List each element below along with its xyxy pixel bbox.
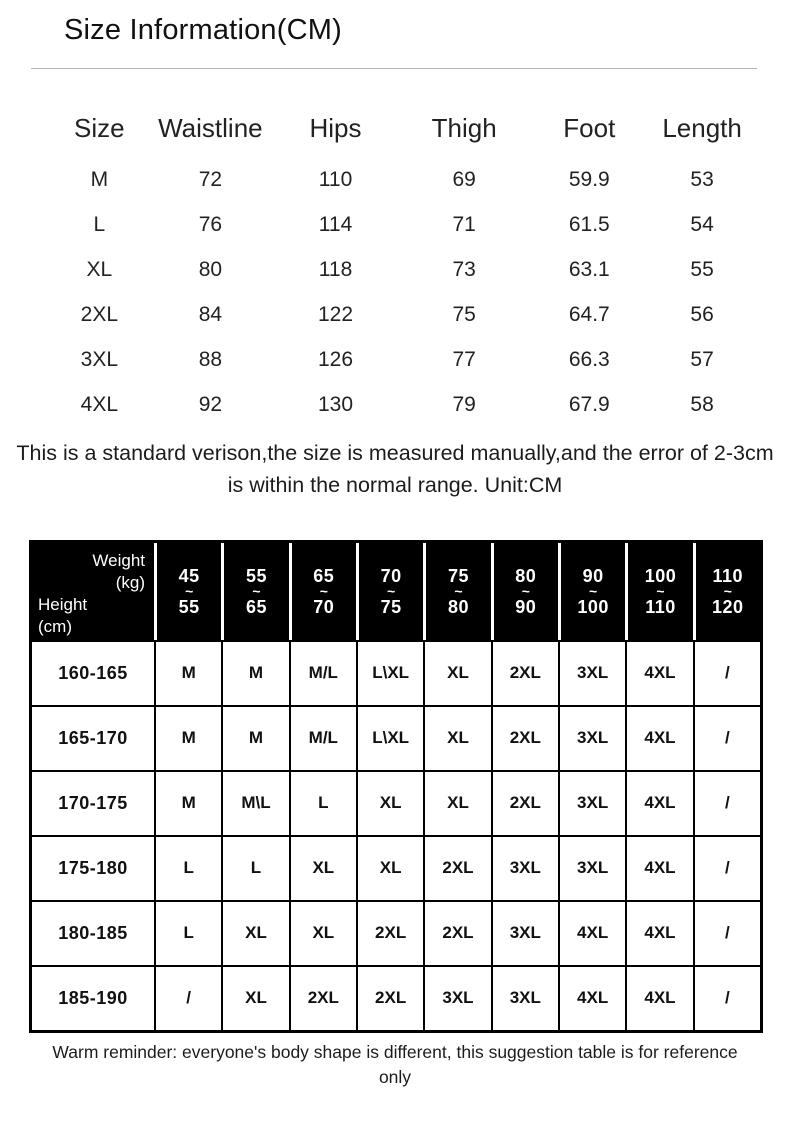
height-range-cell: 165-170 <box>32 705 154 770</box>
tilde-separator: ~ <box>589 582 598 599</box>
height-range-cell: 175-180 <box>32 835 154 900</box>
size-table-row <box>50 247 755 292</box>
measurement-value-cell: 58 <box>690 392 714 416</box>
recommended-size-cell: 3XL <box>491 835 558 900</box>
weight-axis-unit: (kg) <box>115 572 145 592</box>
measurement-value-cell: 67.9 <box>568 392 610 416</box>
recommended-size-cell: XL <box>221 965 288 1030</box>
measurement-value-cell: 71 <box>452 212 476 236</box>
measurement-value-cell: 55 <box>690 257 714 281</box>
weight-range-min: 80 <box>515 565 537 586</box>
recommendation-row <box>32 965 760 1030</box>
recommended-size-cell: 2XL <box>491 770 558 835</box>
measurement-value-cell: 76 <box>198 212 223 236</box>
size-table-column-header: Thigh <box>431 112 497 143</box>
weight-range-min: 75 <box>447 565 469 586</box>
measurement-value-cell: 72 <box>198 167 223 191</box>
recommendation-row <box>32 705 760 770</box>
recommended-size-cell: L <box>289 770 356 835</box>
recommendation-table-body <box>32 640 760 1030</box>
recommended-size-cell: M <box>154 770 221 835</box>
recommended-size-cell: 2XL <box>356 965 423 1030</box>
recommended-size-cell: 4XL <box>625 705 692 770</box>
measurement-value-cell: 63.1 <box>568 257 610 281</box>
size-table-row <box>50 382 755 427</box>
recommended-size-cell: M <box>221 640 288 705</box>
recommended-size-cell: M/L <box>289 705 356 770</box>
weight-range-header-cell <box>289 543 356 640</box>
weight-range-max: 80 <box>447 596 469 617</box>
size-label-cell: M <box>90 167 109 191</box>
size-table-row <box>50 292 755 337</box>
recommended-size-cell: 3XL <box>558 835 625 900</box>
recommended-size-cell: M <box>154 705 221 770</box>
recommendation-row <box>32 770 760 835</box>
size-table-header-row <box>50 99 755 157</box>
measurement-value-cell: 118 <box>318 257 353 281</box>
recommended-size-cell: 2XL <box>491 705 558 770</box>
recommended-size-cell: XL <box>356 835 423 900</box>
recommended-size-cell: 3XL <box>558 770 625 835</box>
recommended-size-cell: 2XL <box>491 640 558 705</box>
measurement-value-cell: 73 <box>452 257 476 281</box>
weight-range-header-cell <box>625 543 692 640</box>
recommended-size-cell: L\XL <box>356 640 423 705</box>
size-label-cell: L <box>93 212 106 236</box>
recommended-size-cell: 3XL <box>491 965 558 1030</box>
size-label-cell: 4XL <box>80 392 119 416</box>
height-range-cell: 170-175 <box>32 770 154 835</box>
weight-range-max: 55 <box>178 596 200 617</box>
measurement-value-cell: 53 <box>690 167 714 191</box>
size-table-body <box>50 157 755 427</box>
size-table-row <box>50 157 755 202</box>
recommended-size-cell: 2XL <box>289 965 356 1030</box>
weight-range-min: 100 <box>644 565 677 586</box>
recommended-size-cell: XL <box>356 770 423 835</box>
page-title: Size Information(CM) <box>64 14 342 46</box>
weight-range-min: 70 <box>380 565 402 586</box>
recommended-size-cell: 4XL <box>558 965 625 1030</box>
recommended-size-cell: M/L <box>289 640 356 705</box>
size-label-cell: XL <box>86 257 113 281</box>
measurement-value-cell: 84 <box>198 302 223 326</box>
recommended-size-cell: XL <box>423 640 490 705</box>
size-table-column-header: Foot <box>563 112 616 143</box>
height-range-cell: 185-190 <box>32 965 154 1030</box>
tilde-separator: ~ <box>252 582 261 599</box>
tilde-separator: ~ <box>319 582 328 599</box>
weight-range-max: 120 <box>712 596 744 617</box>
measurement-value-cell: 56 <box>690 302 714 326</box>
size-table-column-header: Waistline <box>158 112 263 143</box>
measurement-value-cell: 130 <box>317 392 354 416</box>
corner-header-cell <box>32 543 154 640</box>
recommended-size-cell: 4XL <box>625 770 692 835</box>
weight-range-max: 100 <box>577 596 609 617</box>
tilde-separator: ~ <box>454 582 463 599</box>
recommended-size-cell: 3XL <box>558 640 625 705</box>
measurement-value-cell: 77 <box>452 347 476 371</box>
recommended-size-cell: XL <box>423 705 490 770</box>
measurement-value-cell: 75 <box>452 302 476 326</box>
tilde-separator: ~ <box>723 582 732 599</box>
recommended-size-cell: 4XL <box>625 965 692 1030</box>
measurement-value-cell: 59.9 <box>568 167 610 191</box>
size-table-column-header: Hips <box>309 112 362 143</box>
weight-range-min: 90 <box>582 565 604 586</box>
recommendation-header-row <box>32 543 760 640</box>
recommended-size-cell: 3XL <box>491 900 558 965</box>
height-weight-recommendation-table <box>29 540 763 1033</box>
weight-range-max: 70 <box>313 596 335 617</box>
recommended-size-cell: / <box>693 640 760 705</box>
recommended-size-cell: / <box>154 965 221 1030</box>
weight-range-header-cell <box>423 543 490 640</box>
size-table-row <box>50 202 755 247</box>
measurement-value-cell: 61.5 <box>568 212 610 236</box>
height-axis-unit: (cm) <box>38 616 72 636</box>
tilde-separator: ~ <box>656 582 665 599</box>
recommended-size-cell: M\L <box>221 770 288 835</box>
recommended-size-cell: 4XL <box>625 835 692 900</box>
size-label-cell: 3XL <box>80 347 119 371</box>
recommended-size-cell: 3XL <box>558 705 625 770</box>
size-table-column-header: Size <box>74 112 125 143</box>
recommended-size-cell: L <box>154 835 221 900</box>
measurement-value-cell: 110 <box>318 167 353 191</box>
recommendation-row <box>32 640 760 705</box>
size-table-row <box>50 337 755 382</box>
recommended-size-cell: 3XL <box>423 965 490 1030</box>
recommended-size-cell: 4XL <box>558 900 625 965</box>
measurement-value-cell: 79 <box>452 392 476 416</box>
recommended-size-cell: XL <box>289 900 356 965</box>
measurement-value-cell: 80 <box>198 257 223 281</box>
weight-range-min: 55 <box>245 565 267 586</box>
weight-axis-label: Weight <box>92 550 145 570</box>
recommended-size-cell: / <box>693 900 760 965</box>
weight-range-header-cell <box>693 543 760 640</box>
weight-range-max: 90 <box>515 596 537 617</box>
measurement-value-cell: 64.7 <box>568 302 610 326</box>
size-table-column-header: Length <box>662 112 742 143</box>
height-range-cell: 160-165 <box>32 640 154 705</box>
recommended-size-cell: 4XL <box>625 900 692 965</box>
measurement-value-cell: 92 <box>198 392 223 416</box>
warm-reminder: Warm reminder: everyone's body shape is different, this suggestion table is for reference only <box>52 1041 738 1087</box>
recommended-size-cell: / <box>693 835 760 900</box>
weight-range-min: 45 <box>178 565 200 586</box>
measurement-value-cell: 66.3 <box>568 347 610 371</box>
recommendation-row <box>32 835 760 900</box>
weight-range-header-cell <box>558 543 625 640</box>
weight-range-header-cell <box>491 543 558 640</box>
size-information-page <box>0 14 790 1090</box>
tilde-separator: ~ <box>387 582 396 599</box>
weight-range-max: 65 <box>245 596 267 617</box>
recommended-size-cell: L\XL <box>356 705 423 770</box>
recommended-size-cell: XL <box>423 770 490 835</box>
height-range-cell: 180-185 <box>32 900 154 965</box>
size-measurement-table <box>50 99 755 427</box>
measurement-value-cell: 122 <box>317 302 354 326</box>
recommended-size-cell: XL <box>289 835 356 900</box>
height-axis-label: Height <box>38 594 88 614</box>
measurement-note: This is a standard verison,the size is measured manually,and the error of 2-3cm is within the normal range. Unit:CM <box>16 441 774 498</box>
recommended-size-cell: M <box>154 640 221 705</box>
recommended-size-cell: / <box>693 965 760 1030</box>
measurement-value-cell: 88 <box>198 347 223 371</box>
recommended-size-cell: 2XL <box>423 900 490 965</box>
recommended-size-cell: 2XL <box>356 900 423 965</box>
weight-range-min: 65 <box>313 565 335 586</box>
weight-range-min: 110 <box>712 565 744 586</box>
title-divider <box>31 68 757 69</box>
recommended-size-cell: 2XL <box>423 835 490 900</box>
measurement-value-cell: 114 <box>318 212 353 236</box>
recommended-size-cell: / <box>693 770 760 835</box>
weight-range-max: 110 <box>645 596 676 617</box>
weight-range-header-cell <box>154 543 221 640</box>
recommended-size-cell: XL <box>221 900 288 965</box>
tilde-separator: ~ <box>185 582 194 599</box>
weight-range-header-cell <box>221 543 288 640</box>
measurement-value-cell: 126 <box>317 347 354 371</box>
tilde-separator: ~ <box>521 582 530 599</box>
recommended-size-cell: M <box>221 705 288 770</box>
measurement-value-cell: 57 <box>690 347 714 371</box>
recommendation-row <box>32 900 760 965</box>
weight-range-max: 75 <box>380 596 402 617</box>
recommendation-table-head <box>32 543 760 640</box>
recommended-size-cell: L <box>221 835 288 900</box>
measurement-value-cell: 54 <box>690 212 714 236</box>
weight-range-header-cell <box>356 543 423 640</box>
recommended-size-cell: / <box>693 705 760 770</box>
recommended-size-cell: 4XL <box>625 640 692 705</box>
measurement-value-cell: 69 <box>452 167 476 191</box>
recommended-size-cell: L <box>154 900 221 965</box>
size-label-cell: 2XL <box>80 302 119 326</box>
